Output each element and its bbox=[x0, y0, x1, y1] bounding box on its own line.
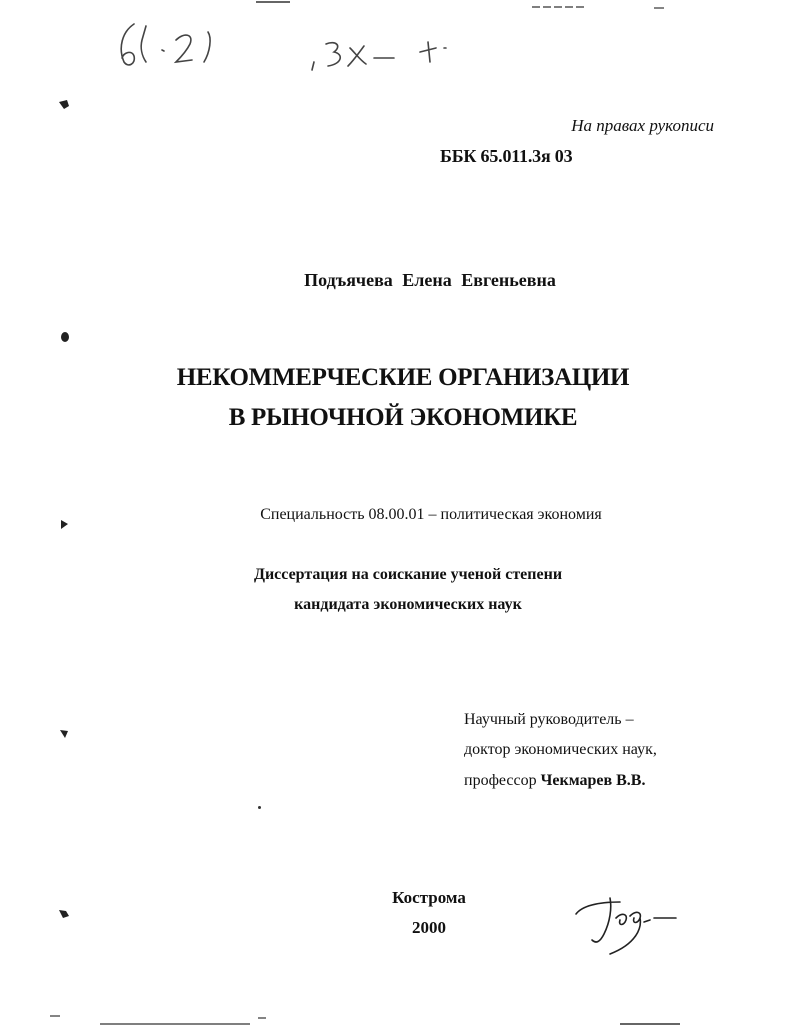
punch-hole-mark bbox=[56, 726, 72, 742]
supervisor-title: профессор bbox=[464, 772, 537, 789]
author-name: Подъячева Елена Евгеньевна bbox=[304, 270, 556, 290]
year: 2000 bbox=[412, 918, 446, 937]
city: Кострома bbox=[392, 888, 466, 907]
thesis-title-line-2: В РЫНОЧНОЙ ЭКОНОМИКЕ bbox=[228, 404, 578, 431]
specialty-line: Специальность 08.00.01 – политическая экономия bbox=[260, 506, 602, 523]
thesis-title-line-1: НЕКОММЕРЧЕСКИЕ ОРГАНИЗАЦИИ bbox=[176, 364, 630, 391]
punch-hole-mark bbox=[56, 328, 72, 344]
supervisor-name: Чекмарев В.В. bbox=[540, 772, 646, 789]
scan-lines-bottom bbox=[40, 1008, 740, 1026]
supervisor-degree: доктор экономических наук, bbox=[464, 741, 657, 758]
manuscript-rights-note: На правах рукописи bbox=[571, 116, 714, 135]
punch-hole-mark bbox=[56, 96, 72, 112]
dissertation-degree-line-2: кандидата экономических наук bbox=[294, 596, 522, 613]
scan-speck bbox=[258, 806, 261, 809]
supervisor-role: Научный руководитель – bbox=[464, 711, 634, 728]
supervisor-name-line bbox=[464, 772, 645, 790]
handwritten-archive-code bbox=[112, 18, 472, 80]
scan-lines-top bbox=[250, 0, 670, 12]
bbk-classification: ББК 65.011.3я 03 bbox=[440, 146, 573, 166]
dissertation-degree-line-1: Диссертация на соискание ученой степени bbox=[253, 566, 563, 583]
handwritten-signature bbox=[570, 888, 680, 958]
